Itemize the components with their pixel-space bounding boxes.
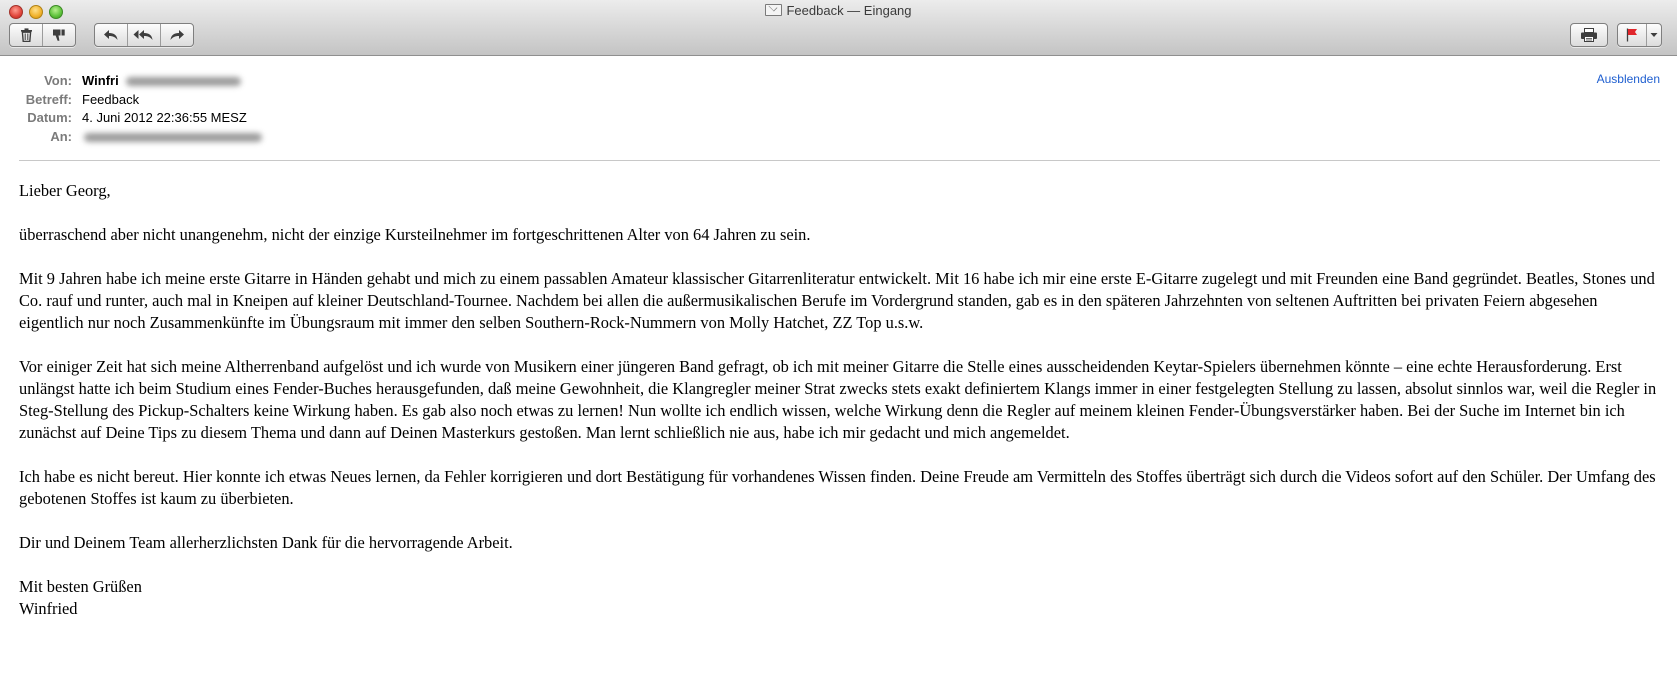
greeting: Lieber Georg, <box>19 181 111 200</box>
date-value: 4. Juni 2012 22:36:55 MESZ <box>82 110 247 125</box>
body-paragraph: Vor einiger Zeit hat sich meine Altherrenband aufgelöst und ich wurde von Musikern einer jüngeren Band gefragt, ob ich mit meiner Gitarre die Stelle eines ausscheidenden Keytar-Spielers übernehmen könnte – eine echte Herausforderung. Erst unlängst hatte ich beim Studium eines Fender-Buches herausgefunden, daß meine Gewohnheit, die Klangregler meiner Strat zwecks stets exakt definiertem Klangs immer in einer festgelegten Stellung zu lassen, absolut sinnlos war, weil die Regler in Steg-Stellung des Pickup-Schalters keine Wirkung haben. Es gab also noch etwas zu lernen! Nun wollte ich endlich wissen, welche Wirkung denn die Regler auf meinem kleinen Fender-Übungsverstärker haben. Bei der Suche im Internet bin ich zunächst auf Deine Tips zu diesem Thema und dann auf Deinen Masterkurs gestoßen. Man lernt schließlich nie aus, habe ich mir gedacht und mich angemeldet. <box>19 357 1657 442</box>
closing: Mit besten Grüßen <box>19 577 142 596</box>
from-label: Von: <box>44 73 72 88</box>
body-paragraph: Ich habe es nicht bereut. Hier konnte ich etwas Neues lernen, da Fehler korrigieren und dort Bestätigung für vorhandenes Wissen finden. Deine Freude am Vermitteln des Stoffes überträgt sich durch die Videos sofort auf den Schüler. Der Umfang des gebotenen Stoffes ist kaum zu überbieten. <box>19 467 1656 508</box>
reply-button[interactable] <box>95 24 127 46</box>
window-title: Feedback — Eingang <box>786 3 912 18</box>
reply-icon <box>103 29 119 41</box>
print-group <box>1570 23 1608 47</box>
forward-icon <box>169 29 185 41</box>
reply-all-icon <box>133 29 155 41</box>
to-label: An: <box>50 129 72 144</box>
signature: Winfried <box>19 599 78 618</box>
window-title-area <box>0 3 1677 18</box>
chevron-down-icon <box>1650 32 1658 38</box>
junk-icon <box>52 28 66 42</box>
junk-button[interactable] <box>42 24 75 46</box>
reply-all-button[interactable] <box>127 24 160 46</box>
title-bar <box>0 0 1677 56</box>
delete-junk-group <box>9 23 76 47</box>
reply-forward-group <box>94 23 194 47</box>
print-button[interactable] <box>1571 24 1607 46</box>
envelope-icon <box>765 4 782 16</box>
flag-button[interactable] <box>1618 24 1646 46</box>
body-paragraph: Dir und Deinem Team allerherzlichsten Dank für die hervorragende Arbeit. <box>19 533 513 552</box>
print-icon <box>1580 28 1598 42</box>
from-value[interactable]: Winfri <box>82 73 119 88</box>
redacted-sender <box>126 77 241 86</box>
trash-icon <box>20 28 33 42</box>
hide-details-link[interactable]: Ausblenden <box>1596 72 1660 86</box>
flag-icon <box>1626 28 1638 42</box>
subject-label: Betreff: <box>25 92 72 107</box>
redacted-recipient <box>84 133 262 142</box>
forward-button[interactable] <box>160 24 193 46</box>
flag-menu-button[interactable] <box>1646 24 1661 46</box>
flag-group <box>1617 23 1662 47</box>
body-paragraph: überraschend aber nicht unangenehm, nicht der einzige Kursteilnehmer im fortgeschrittenen Alter von 64 Jahren zu sein. <box>19 225 811 244</box>
delete-button[interactable] <box>10 24 42 46</box>
message-body <box>19 180 1659 620</box>
subject-value: Feedback <box>82 92 140 107</box>
body-paragraph: Mit 9 Jahren habe ich meine erste Gitarre in Händen gehabt und mich zu einem passablen Amateur klassischer Gitarrenliteratur entwickelt. Mit 16 habe ich mir eine erste E-Gitarre zugelegt und mit Freunden eine Band gegründet. Beatles, Stones und Co. rauf und runter, auch mal in Kneipen auf kleiner Deutschland-Tournee. Nachdem bei allen die außermusikalischen Berufe im Vordergrund standen, gab es in den späteren Jahrzehnten von seltenen Auftritten bei privaten Feiern abgesehen eigentlich nur noch Zusammenkünfte im Übungsraum mit immer den selben Southern-Rock-Nummern von Molly Hatchet, ZZ Top u.s.w. <box>19 269 1655 332</box>
date-label: Datum: <box>27 110 72 125</box>
header-divider <box>19 160 1660 161</box>
